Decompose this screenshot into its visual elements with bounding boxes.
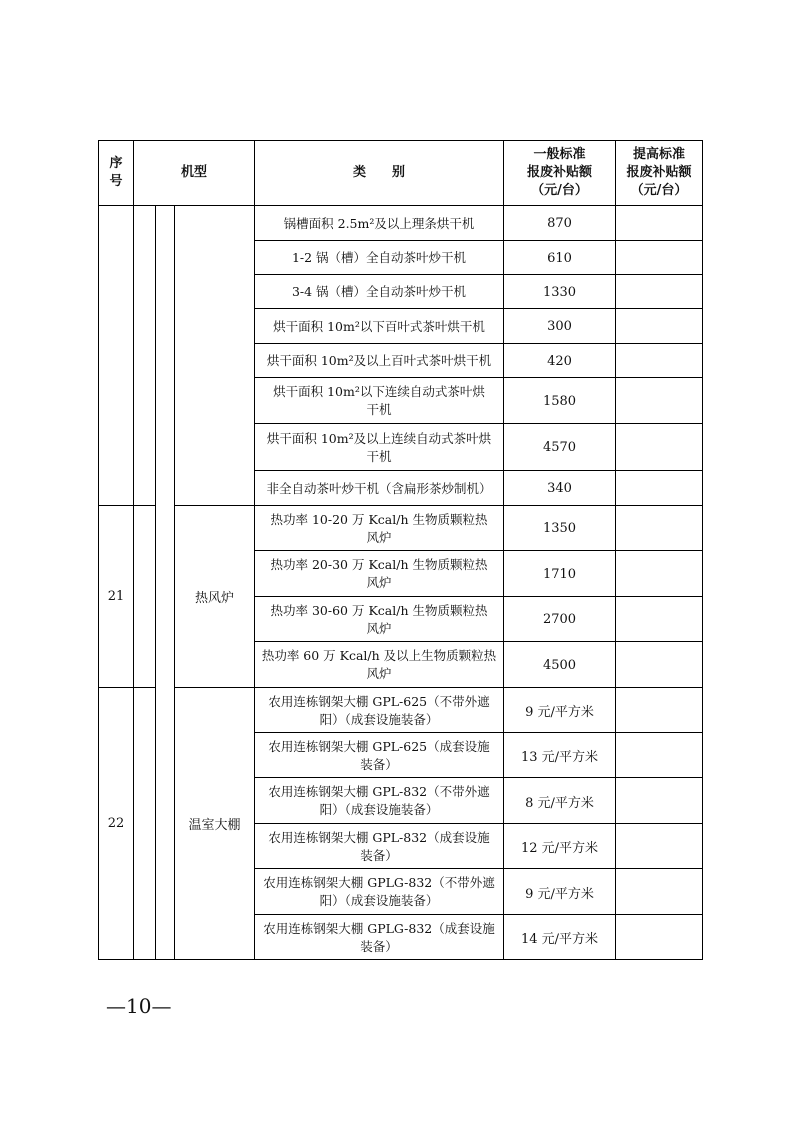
improved-subsidy-cell [616, 551, 702, 597]
standard-subsidy-cell: 9 元/平方米 [525, 886, 594, 902]
standard-subsidy-cell: 13 元/平方米 [520, 750, 599, 765]
category-cell: 锅槽面积 2.5m²及以上理条烘干机 [283, 215, 475, 231]
group-index [99, 206, 133, 505]
improved-subsidy-cell [616, 378, 702, 424]
category-cell: 非全自动茶叶炒干机（含扁形茶炒制机） [266, 480, 492, 496]
improved-subsidy-cell [616, 471, 702, 506]
group-model: 温室大棚 [188, 818, 241, 833]
improved-subsidy-cell [616, 642, 702, 688]
category-cell: 农用连栋钢架大棚 GPL-625（成套设施 装备） [268, 738, 490, 772]
category-cell: 热功率 10-20 万 Kcal/h 生物质颗粒热 风炉 [270, 511, 488, 545]
header-improved-subsidy: 提高标准 报废补贴额 （元/台） [626, 147, 692, 198]
improved-subsidy-cell [616, 869, 702, 915]
category-cell: 热功率 30-60 万 Kcal/h 生物质颗粒热 风炉 [270, 602, 488, 636]
standard-subsidy-cell: 340 [547, 481, 572, 496]
improved-subsidy-cell [616, 597, 702, 642]
category-cell: 烘干面积 10m²以下百叶式茶叶烘干机 [273, 318, 485, 334]
header-index: 序 号 [109, 156, 123, 189]
standard-subsidy-cell: 870 [547, 216, 572, 231]
category-cell: 农用连栋钢架大棚 GPL-832（成套设施 装备） [268, 829, 490, 863]
category-cell: 农用连栋钢架大棚 GPLG-832（不带外遮 阳）（成套设施装备） [263, 875, 495, 908]
page-number: —10— [106, 994, 172, 1018]
header-standard-subsidy: 一般标准 报废补贴额 （元/台） [526, 147, 592, 198]
improved-subsidy-cell [616, 824, 702, 869]
standard-subsidy-cell: 9 元/平方米 [525, 705, 594, 720]
standard-subsidy-cell: 1330 [542, 284, 577, 300]
group-model [175, 206, 254, 505]
standard-subsidy-cell: 610 [547, 250, 572, 266]
standard-subsidy-cell: 1580 [542, 393, 577, 409]
header-model: 机型 [180, 165, 207, 180]
group-index: 21 [107, 589, 125, 604]
standard-subsidy-cell: 420 [547, 353, 572, 369]
improved-subsidy-cell [616, 506, 702, 551]
category-cell: 热功率 60 万 Kcal/h 及以上生物质颗粒热 风炉 [261, 648, 497, 681]
standard-subsidy-cell: 4570 [542, 440, 577, 455]
improved-subsidy-cell [616, 344, 702, 378]
improved-subsidy-cell [616, 275, 702, 309]
improved-subsidy-cell [616, 206, 702, 241]
standard-subsidy-cell: 4500 [542, 657, 577, 673]
standard-subsidy-cell: 2700 [542, 612, 577, 627]
category-cell: 1-2 锅（槽）全自动茶叶炒干机 [291, 250, 467, 265]
category-cell: 3-4 锅（槽）全自动茶叶炒干机 [291, 284, 467, 299]
category-cell: 烘干面积 10m²以下连续自动式茶叶烘 干机 [273, 384, 485, 417]
standard-subsidy-cell: 12 元/平方米 [520, 841, 599, 856]
category-cell: 农用连栋钢架大棚 GPLG-832（成套设施 装备） [263, 920, 495, 954]
improved-subsidy-cell [616, 778, 702, 824]
improved-subsidy-cell [616, 688, 702, 733]
improved-subsidy-cell [616, 241, 702, 275]
standard-subsidy-cell: 1710 [542, 566, 577, 582]
improved-subsidy-cell [616, 309, 702, 344]
header-category: 类 别 [352, 165, 405, 180]
category-cell: 烘干面积 10m²及以上百叶式茶叶烘干机 [266, 353, 492, 368]
standard-subsidy-cell: 14 元/平方米 [520, 932, 599, 947]
category-cell: 烘干面积 10m²及以上连续自动式茶叶烘 干机 [266, 430, 492, 464]
category-cell: 农用连栋钢架大棚 GPL-832（不带外遮 阳）（成套设施装备） [268, 784, 490, 817]
improved-subsidy-cell [616, 915, 702, 960]
standard-subsidy-cell: 1350 [542, 521, 577, 536]
group-index: 22 [107, 816, 125, 831]
standard-subsidy-cell: 8 元/平方米 [525, 795, 594, 811]
category-cell: 农用连栋钢架大棚 GPL-625（不带外遮 阳）（成套设施装备） [268, 693, 490, 727]
improved-subsidy-cell [616, 733, 702, 778]
standard-subsidy-cell: 300 [547, 319, 572, 334]
group-model: 热风炉 [194, 591, 234, 606]
improved-subsidy-cell [616, 424, 702, 471]
category-cell: 热功率 20-30 万 Kcal/h 生物质颗粒热 风炉 [270, 557, 488, 590]
